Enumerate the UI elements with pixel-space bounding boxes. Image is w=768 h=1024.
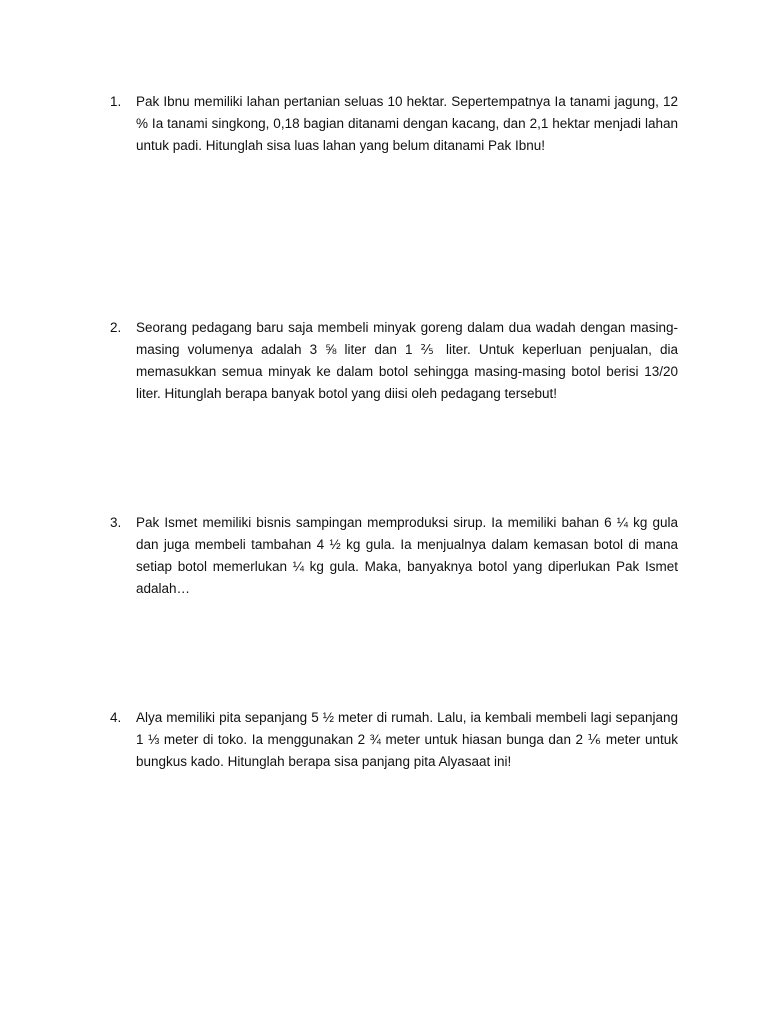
problem-text: Pak Ismet memiliki bisnis sampingan memproduksi sirup. Ia memiliki bahan 6 ¼ kg gula dan juga membeli tambahan 4 ½ kg gula. Ia menjualnya dalam kemasan botol di mana setiap botol memerlukan ¼ kg gula. Maka, banyaknya botol yang diperlukan Pak Ismet adalah…: [136, 515, 678, 596]
problem-text: Pak Ibnu memiliki lahan pertanian seluas 10 hektar. Sepertempatnya Ia tanami jagung, 12 % Ia tanami singkong, 0,18 bagian ditanami dengan kacang, dan 2,1 hektar menjadi lahan untuk padi. Hitunglah sisa luas lahan yang belum ditanami Pak Ibnu!: [136, 94, 678, 153]
problem-number: 1.: [110, 94, 122, 109]
problem-text: Seorang pedagang baru saja membeli minyak goreng dalam dua wadah dengan masing-masing volumenya adalah 3 ⅝ liter dan 1 ⅖ liter. Untuk keperluan penjualan, dia memasukkan semua minyak ke dalam botol sehingga masing-masing botol berisi 13/20 liter. Hitunglah berapa banyak botol yang diisi oleh pedagang tersebut!: [136, 320, 678, 401]
problem-item: [110, 512, 678, 600]
problem-item: [110, 707, 678, 773]
problem-text: Alya memiliki pita sepanjang 5 ½ meter di rumah. Lalu, ia kembali membeli lagi sepanjang 1 ⅓ meter di toko. Ia menggunakan 2 ¾ meter untuk hiasan bunga dan 2 ⅙ meter untuk bungkus kado. Hitunglah berapa sisa panjang pita Alyasaat ini!: [136, 710, 678, 769]
problem-item: [110, 317, 678, 405]
problem-number: 2.: [110, 320, 122, 335]
problem-number: 4.: [110, 710, 122, 725]
problem-number: 3.: [110, 515, 122, 530]
problem-item: [110, 91, 678, 157]
